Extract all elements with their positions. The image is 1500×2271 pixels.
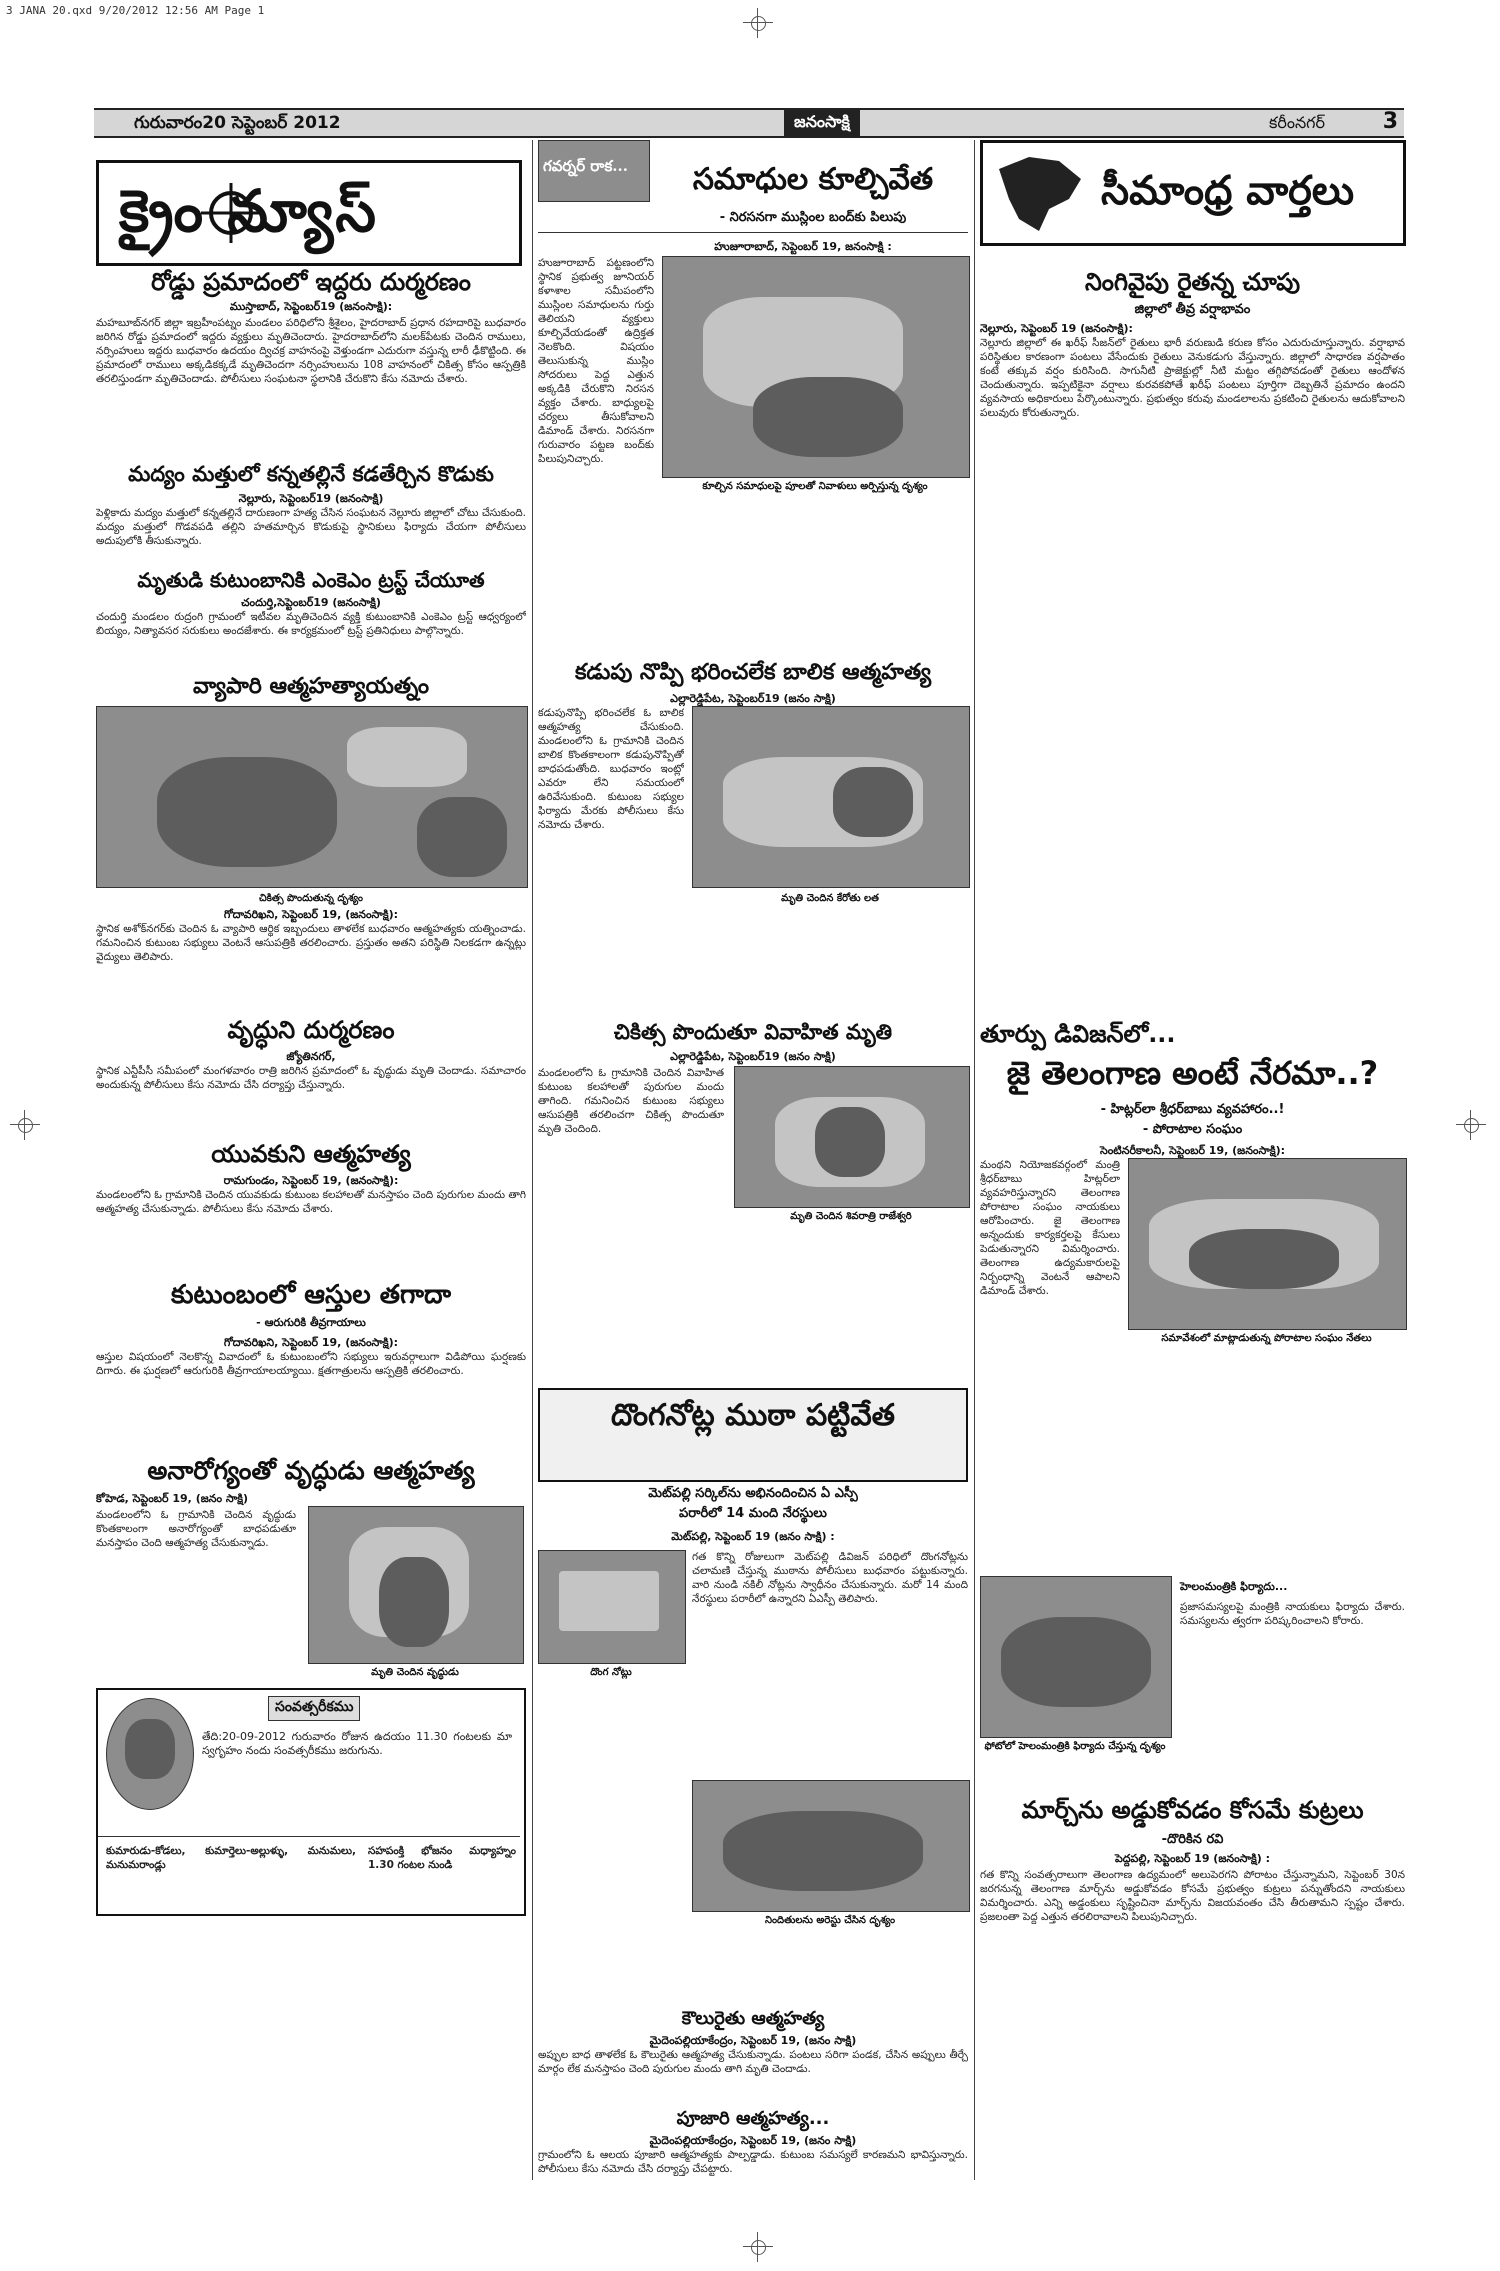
seemandhra-banner: [980, 140, 1406, 246]
masthead-logo: జనంసాక్షి: [784, 110, 860, 137]
obituary-ad: [96, 1688, 526, 1916]
article-body: మండలంలోని ఓ గ్రామానికి చెందిన యువకుడు కుటుంబ కలహాలతో మనస్తాపం చెంది పురుగుల మందు తాగి ఆత్మహత్య చేసుకున్నాడు. పోలీసులు కేసు నమోదు చేశారు.: [96, 1189, 526, 1215]
photo-woman: [734, 1066, 970, 1208]
headline: దొంగనోట్ల ముఠా పట్టివేత: [611, 1398, 895, 1433]
ad-family: కుమారుడు-కోడలు, కుమార్తెలు-అల్లుళ్ళు, మనుమలు, మనుమరాండ్లు: [106, 1845, 356, 1871]
photo-caption: చికిత్స పొందుతున్న దృశ్యం: [259, 893, 363, 904]
inset-heading: హెలంమంత్రికి ఫిర్యాదు...: [1180, 1580, 1288, 1593]
headline: అనారోగ్యంతో వృద్ధుడు ఆత్మహత్య: [147, 1456, 475, 1485]
headline: కుటుంబంలో ఆస్తుల తగాదా: [170, 1280, 451, 1310]
registration-mark-icon: [743, 8, 773, 38]
dateline: మైదెంపల్లియాకేంద్రం, సెప్టెంబర్ 19, (జనం సాక్షి): [649, 2034, 857, 2047]
headline: మద్యం మత్తులో కన్నతల్లినే కడతేర్చిన కొడుకు: [128, 462, 494, 486]
headline: రోడ్డు ప్రమాదంలో ఇద్దరు దుర్మరణం: [151, 268, 471, 296]
dateline: మైదెంపల్లియాకేంద్రం, సెప్టెంబర్ 19, (జనం సాక్షి): [649, 2134, 857, 2147]
subheadline: -దొరికిన రవి: [1161, 1832, 1224, 1847]
print-slug: 3 JANA 20.qxd 9/20/2012 12:56 AM Page 1: [6, 4, 265, 17]
dateline: నెల్లూరు, సెప్టెంబర్ 19 (జనంసాక్షి):: [980, 322, 1133, 335]
portrait-photo: [106, 1698, 194, 1810]
article-body: చందుర్తి మండలం రుద్రంగి గ్రామంలో ఇటీవల మృతిచెందిన వ్యక్తి కుటుంబానికి ఎంకెఎం ట్రస్ట్ ఆధ్వర్యంలో బియ్యం, నిత్యావసర సరుకులు అందజేశారు. ఈ కార్యక్రమంలో ట్రస్ట్ ప్రతినిధులు పాల్గొన్నారు.: [96, 611, 526, 637]
seemandhra-title: సీమాంధ్ర వార్తలు: [1101, 167, 1355, 214]
article-body: మండలంలోని ఓ గ్రామానికి చెందిన వృద్ధుడు కొంతకాలంగా అనారోగ్యంతో బాధపడుతూ మనస్తాపం చెంది ఆత్మహత్య చేసుకున్నాడు.: [96, 1509, 296, 1549]
subheadline: - నిరసనగా ముస్లింల బంద్‌కు పిలుపు: [719, 210, 907, 225]
photo-injured-trader: [96, 706, 528, 888]
subheadline: - ఆరుగురికి తీవ్రగాయాలు: [256, 1316, 366, 1329]
ad-body: తేది:20-09-2012 గురువారం రోజున ఉదయం 11.30 గంటలకు మా స్వగృహం నందు సంవత్సరీకము జరుగును.: [202, 1730, 512, 1757]
headline: జై తెలంగాణ అంటే నేరమా..?: [1006, 1054, 1379, 1092]
headline: కౌలురైతు ఆత్మహత్య: [681, 2008, 825, 2029]
dateline: జ్యోతినగర్,: [286, 1050, 336, 1063]
dateline: మెట్‌పల్లి, సెప్టెంబర్ 19 (జనం సాక్షి) :: [671, 1530, 835, 1543]
dateline: రామగుండం, సెప్టెంబర్ 19, (జనంసాక్షి):: [223, 1174, 399, 1187]
header-city: కరీంనగర్: [1269, 113, 1326, 132]
article-body: గత కొన్ని సంవత్సరాలుగా తెలంగాణ ఉద్యమంలో అలుపెరగని పోరాటం చేస్తున్నామని, సెప్టెంబర్ 30న జరగనున్న తెలంగాణ మార్చ్‌ను అడ్డుకోవడం కోసమే ప్రభుత్వం కుట్రలు పన్నుతోందని నాయకులు విమర్శించారు. ఎన్ని అడ్డంకులు సృష్టించినా మార్చ్‌ను విజయవంతం చేసి తీరుతామని స్పష్టం చేశారు. ప్రజలంతా పెద్ద ఎత్తున తరలిరావాలని పిలుపునిచ్చారు.: [980, 1869, 1405, 1923]
column-divider: [532, 140, 533, 2180]
ad-title: సంవత్సరీకము: [268, 1696, 360, 1721]
subheadline: జిల్లాలో తీవ్ర వర్షాభావం: [1134, 302, 1251, 317]
article-body: పెళ్లికాదు మద్యం మత్తులో కన్నతల్లినే దారుణంగా హత్య చేసిన సంఘటన నెల్లూరు జిల్లాలో చోటు చేసుకుంది. మద్యం మత్తులో గొడవపడి తల్లిని హతమార్చిన కొడుకుపై స్థానికులు ఫిర్యాదు చేయగా పోలీసులు అదుపులోకి తీసుకున్నారు.: [96, 507, 526, 547]
article-body: మండలంలోని ఓ గ్రామానికి చెందిన వివాహిత కుటుంబ కలహాలతో పురుగుల మందు తాగింది. గమనించిన కుటుంబ సభ్యులు ఆసుపత్రికి తరలించగా చికిత్స పొందుతూ మృతి చెందింది.: [538, 1067, 724, 1135]
state-map-icon: [989, 149, 1089, 237]
headline: మార్చ్‌ను అడ్డుకోవడం కోసమే కుట్రలు: [1021, 1796, 1364, 1824]
column-center: [538, 140, 968, 2180]
photo-demolished-graves: [662, 256, 970, 478]
photo-meeting: [1128, 1158, 1407, 1330]
photo-caption: నిందితులను అరెస్టు చేసిన దృశ్యం: [764, 1915, 896, 1926]
photo-caption: మృతి చెందిన వృద్ధుడు: [371, 1667, 459, 1678]
photo-caption: సమావేశంలో మాట్లాడుతున్న పోరాటాల సంఘం నేతలు: [1161, 1333, 1372, 1344]
dateline: గోదావరిఖని, సెప్టెంబర్ 19, (జనంసాక్షి):: [223, 908, 399, 921]
dateline: ఎల్లారెడ్డిపేట, సెప్టెంబర్19 (జనం సాక్షి): [670, 1050, 836, 1063]
photo-arrest: [692, 1780, 970, 1912]
photo-caption: మృతి చెందిన శివరాత్రి రాజేశ్వరి: [790, 1211, 912, 1222]
governor-visit-label: గవర్నర్ రాక...: [543, 157, 628, 175]
subheadline: పరారీలో 14 మంది నేరస్థులు: [679, 1506, 827, 1521]
ad-divider: [98, 1836, 520, 1837]
headline: మృతుడి కుటుంబానికి ఎంకెఎం ట్రస్ట్ చేయూత: [137, 568, 485, 592]
article-body: గ్రామంలోని ఓ ఆలయ పూజారి ఆత్మహత్యకు పాల్పడ్డాడు. కుటుంబ సమస్యలే కారణమని భావిస్తున్నారు. పోలీసులు కేసు నమోదు చేసి దర్యాప్తు చేపట్టారు.: [538, 2149, 968, 2175]
governor-visit-photo: [538, 140, 650, 202]
article-body: నెల్లూరు జిల్లాలో ఈ ఖరీఫ్ సీజన్‌లో రైతులు భారీ వరుణుడి కరుణ కోసం ఎదురుచూస్తున్నారు. వర్షాభావ పరిస్థితుల కారణంగా పంటలు వేసేందుకు రైతులు వెనుకడుగు వేస్తున్నారు. జిల్లాలో సాధారణ వర్షపాతం కంటే తక్కువ వర్షం కురిసింది. సాగునీటి ప్రాజెక్టుల్లో నీటి మట్టం తగ్గిపోవడంతో రైతులు ఆందోళన చెందుతున్నారు. ఇప్పటికైనా వర్షాలు కురవకపోతే ఖరీఫ్ పంటలు పూర్తిగా దెబ్బతినే ప్రమాదం ఉందని వ్యవసాయ అధికారులు పేర్కొంటున్నారు. ప్రభుత్వం కరువు మండలాలను ప్రకటించి రైతులను ఆదుకోవాలని పలువురు కోరుతున్నారు.: [980, 337, 1405, 419]
headline: సమాధుల కూల్చివేత: [692, 162, 934, 197]
headline: పూజారి ఆత్మహత్య...: [676, 2108, 830, 2129]
article-body: మంథని నియోజకవర్గంలో మంత్రి శ్రీధర్‌బాబు హిట్లర్‌లా వ్యవహరిస్తున్నారని తెలంగాణ పోరాటాల సంఘం నాయకులు ఆరోపించారు. జై తెలంగాణ అన్నందుకు కార్యకర్తలపై కేసులు పెడుతున్నారని విమర్శించారు. తెలంగాణ ఉద్యమకారులపై నిర్బంధాన్ని వెంటనే ఆపాలని డిమాండ్ చేశారు.: [980, 1159, 1120, 1297]
registration-mark-icon: [1456, 1110, 1486, 1140]
crime-news-title: క్రైం న్యూస్: [119, 177, 378, 245]
photo-fake-notes: [538, 1550, 686, 1664]
crosshair-icon: [199, 181, 263, 245]
dateline: ఎల్లారెడ్డిపేట, సెప్టెంబర్19 (జనం సాక్షి): [670, 692, 836, 705]
page-number: 3: [1382, 109, 1398, 134]
dateline: నెల్లూరు, సెప్టెంబర్19 (జనంసాక్షి): [238, 492, 384, 505]
article-body: అప్పుల బాధ తాళలేక ఓ కౌలురైతు ఆత్మహత్య చేసుకున్నాడు. పంటలు సరిగా పండక, చేసిన అప్పులు తీర్చే మార్గం లేక మనస్తాపం చెంది పురుగుల మందు తాగి మృతి చెందాడు.: [538, 2049, 968, 2075]
registration-mark-icon: [743, 2232, 773, 2262]
article-body: గత కొన్ని రోజులుగా మెట్‌పల్లి డివిజన్ పరిధిలో దొంగనోట్లను చలామణి చేస్తున్న ముఠాను పోలీసులు బుధవారం పట్టుకున్నారు. వారి నుండి నకిలీ నోట్లను స్వాధీనం చేసుకున్నారు. మరో 14 మంది నేరస్థులు పరారీలో ఉన్నారని ఏఎస్పీ తెలిపారు.: [692, 1551, 968, 1605]
photo-caption: కూల్చిన సమాధులపై పూలతో నివాళులు అర్పిస్తున్న దృశ్యం: [702, 481, 928, 492]
article-body: స్థానిక ఎన్టీపీసీ సమీపంలో మంగళవారం రాత్రి జరిగిన ప్రమాదంలో ఓ వృద్ధుడు మృతి చెందాడు. సమాచారం అందుకున్న పోలీసులు కేసు నమోదు చేసి దర్యాప్తు చేస్తున్నారు.: [96, 1065, 526, 1091]
rule: [538, 232, 968, 233]
photo-caption: మృతి చెందిన కేరోతు లత: [781, 893, 879, 904]
dateline: హుజూరాబాద్, సెప్టెంబర్ 19, జనంసాక్షి :: [714, 240, 892, 253]
headline: కడుపు నొప్పి భరించలేక బాలిక ఆత్మహత్య: [574, 660, 932, 685]
column-left: [96, 140, 526, 2180]
photo-caption: దొంగ నోట్లు: [590, 1667, 632, 1678]
article-body: హుజూరాబాద్ పట్టణంలోని స్థానిక ప్రభుత్వ జూనియర్ కళాశాల సమీపంలోని ముస్లింల సమాధులను గుర్తు తెలియని వ్యక్తులు కూల్చివేయడంతో ఉద్రిక్తత నెలకొంది. విషయం తెలుసుకున్న ముస్లిం సోదరులు పెద్ద ఎత్తున అక్కడికి చేరుకొని నిరసన వ్యక్తం చేశారు. బాధ్యులపై చర్యలు తీసుకోవాలని డిమాండ్ చేశారు. నిరసనగా గురువారం పట్టణ బంద్‌కు పిలుపునిచ్చారు.: [538, 257, 654, 465]
photo-caption: ఫోటోలో హెలంమంత్రికి ఫిర్యాదు చేస్తున్న దృశ్యం: [984, 1741, 1166, 1752]
article-body: స్థానిక అశోక్‌నగర్‌కు చెందిన ఓ వ్యాపారి ఆర్థిక ఇబ్బందులు తాళలేక బుధవారం ఆత్మహత్యకు యత్నించాడు. గమనించిన కుటుంబ సభ్యులు వెంటనే ఆసుపత్రికి తరలించారు. ప్రస్తుతం అతని పరిస్థితి నిలకడగా ఉన్నట్లు వైద్యులు తెలిపారు.: [96, 923, 526, 963]
dateline: గోదావరిఖని, సెప్టెంబర్ 19, (జనంసాక్షి):: [223, 1336, 399, 1349]
subheadline: - హిట్లర్‌లా శ్రీధర్‌బాబు వ్యవహారం..!: [1100, 1102, 1285, 1117]
photo-elderly-man: [308, 1506, 524, 1664]
article-body-continued: [980, 1352, 1405, 1562]
dateline: కోహెడ, సెప్టెంబర్ 19, (జనం సాక్షి): [96, 1492, 248, 1505]
headline: వృద్ధుని దుర్మరణం: [227, 1016, 395, 1044]
headline: నింగివైపు రైతన్న చూపు: [1084, 268, 1301, 296]
headline: యువకుని ఆత్మహత్య: [211, 1140, 411, 1168]
subheadline: మెట్‌పల్లి సర్కిల్‌ను అభినందించిన ఏ ఎస్పీ: [648, 1486, 858, 1501]
headline: తూర్పు డివిజన్‌లో...: [980, 1020, 1176, 1048]
dateline: పెద్దపల్లి, సెప్టెంబర్ 19 (జనంసాక్షి) :: [1114, 1852, 1271, 1865]
column-right: [980, 140, 1405, 2180]
photo-petition: [980, 1576, 1172, 1738]
article-body: కడుపునొప్పి భరించలేక ఓ బాలిక ఆత్మహత్య చేసుకుంది. మండలంలోని ఓ గ్రామానికి చెందిన బాలిక కొంతకాలంగా కడుపునొప్పితో బాధపడుతోంది. బుధవారం ఇంట్లో ఎవరూ లేని సమయంలో ఉరివేసుకుంది. కుటుంబ సభ్యుల ఫిర్యాదు మేరకు పోలీసులు కేసు నమోదు చేశారు.: [538, 707, 684, 831]
photo-girl: [692, 706, 970, 888]
inset-body: ప్రజాసమస్యలపై మంత్రికి నాయకులు ఫిర్యాదు చేశారు. సమస్యలను త్వరగా పరిష్కరించాలని కోరారు.: [1180, 1601, 1405, 1627]
headline: చికిత్స పొందుతూ వివాహిత మృతి: [613, 1020, 893, 1044]
dateline: సెంటినరీకాలనీ, సెప్టెంబర్ 19, (జనంసాక్షి):: [1099, 1144, 1286, 1157]
page-header: [94, 108, 1404, 138]
article-body: ఆస్తుల విషయంలో నెలకొన్న వివాదంలో ఓ కుటుంబంలోని సభ్యులు ఇరువర్గాలుగా విడిపోయి ఘర్షణకు దిగారు. ఈ ఘర్షణలో ఆరుగురికి తీవ్రగాయాలయ్యాయి. క్షతగాత్రులను ఆస్పత్రికి తరలించారు.: [96, 1351, 526, 1377]
dateline: చందుర్తి,సెప్టెంబర్19 (జనంసాక్షి): [241, 596, 381, 609]
article-body: మహబూబ్‌నగర్ జిల్లా ఇబ్రహీంపట్నం మండలం పరిధిలోని శ్రీశైలం, హైదరాబాద్ ప్రధాన రహదారిపై బుధవారం జరిగిన రోడ్డు ప్రమాదంలో ఇద్దరు వ్యక్తులు మృతిచెందారు. హైదరాబాద్‌లోని మలక్‌పేటకు చెందిన రాములు, నర్సింహులు ఇద్దరు బుధవారం ఉదయం ద్విచక్ర వాహనంపై వెళ్తుండగా ఎదురుగా వస్తున్న లారీ ఢీకొట్టింది. ఈ ప్రమాదంలో రాములు అక్కడికక్కడే మృతిచెందగా నర్సింహులును 108 వాహనంలో చికిత్స కోసం ఆస్పత్రికి తరలిస్తుండగా మృతిచెందాడు. పోలీసులు సంఘటనా స్థలానికి చేరుకొని కేసు నమోదు చేశారు.: [96, 317, 526, 385]
column-divider: [974, 140, 975, 2180]
registration-mark-icon: [10, 1110, 40, 1140]
header-date: గురువారం20 సెప్టెంబర్ 2012: [134, 113, 341, 133]
subheadline: - పోరాటాల సంఘం: [1142, 1122, 1243, 1137]
headline: వ్యాపారి ఆత్మహత్యాయత్నం: [192, 674, 430, 699]
dateline: ముస్తాబాద్, సెప్టెంబర్19 (జనంసాక్షి):: [229, 300, 393, 313]
ad-lunch: సహపంక్తి భోజనం మధ్యాహ్నం 1.30 గంటల నుండి: [368, 1845, 516, 1871]
counterfeit-headline-box: [538, 1388, 968, 1482]
crime-news-banner: [96, 160, 522, 266]
